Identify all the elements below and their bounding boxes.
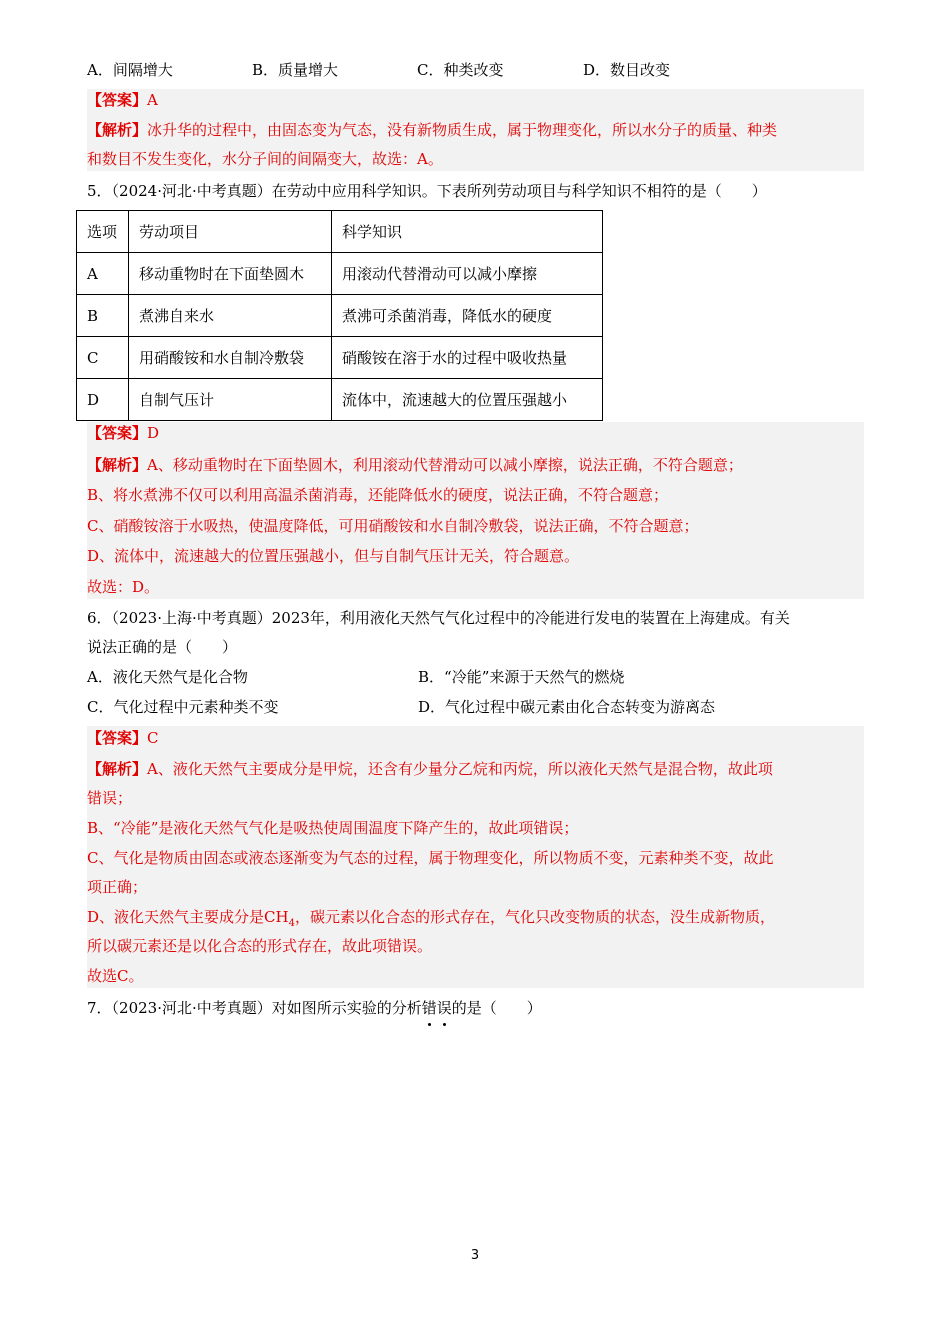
emphasis-dot-icon — [443, 1023, 446, 1026]
table-row — [77, 379, 603, 421]
table-cell: B — [77, 295, 129, 337]
page-number: 3 — [470, 1248, 480, 1263]
q6-analysis-line-5: 项正确； — [87, 878, 148, 896]
q4-answer — [87, 89, 158, 111]
answer-label: 【答案】 — [87, 424, 148, 442]
q5-analysis-line-5: 故选：D。 — [87, 578, 160, 596]
analysis-label: 【解析】 — [87, 760, 148, 778]
answer-label: 【答案】 — [87, 91, 148, 109]
q6-stem-line-2: 说法正确的是（ ） — [87, 638, 238, 656]
q5-analysis-line-4: D、流体中，流速越大的位置压强越小，但与自制气压计无关，符合题意。 — [87, 547, 580, 565]
table-cell: 用硝酸铵和水自制冷敷袋 — [129, 337, 332, 379]
q4-option-c: C．种类改变 — [417, 61, 504, 79]
q6-analysis-line-1 — [87, 758, 773, 780]
analysis-text: A、液化天然气主要成分是甲烷，还含有少量分乙烷和丙烷，所以液化天然气是混合物，故此项 — [147, 760, 773, 778]
q6-analysis-line-8: 故选C。 — [87, 967, 144, 985]
table-cell: 煮沸自来水 — [129, 295, 332, 337]
q5-table — [76, 210, 603, 421]
q4-analysis-line-2: 和数目不发生变化，水分子间的间隔变大，故选：A。 — [87, 150, 443, 168]
table-row — [77, 337, 603, 379]
table-cell: 煮沸可杀菌消毒，降低水的硬度 — [332, 295, 603, 337]
table-cell: 移动重物时在下面垫圆木 — [129, 253, 332, 295]
q5-answer-box — [87, 422, 864, 599]
table-header-row — [77, 211, 603, 253]
table-cell: 流体中，流速越大的位置压强越小 — [332, 379, 603, 421]
table-cell: 用滚动代替滑动可以减小摩擦 — [332, 253, 603, 295]
table-cell: D — [77, 379, 129, 421]
subscript: 4 — [288, 918, 295, 929]
analysis-text: ，碳元素以化合态的形式存在，气化只改变物质的状态，没生成新物质， — [294, 908, 775, 926]
answer-value: C — [147, 729, 159, 747]
q6-option-b: B．“冷能”来源于天然气的燃烧 — [418, 668, 625, 686]
emphasis-dot-icon — [428, 1023, 431, 1026]
q5-stem: 5．（2024·河北·中考真题）在劳动中应用科学知识。下表所列劳动项目与科学知识不相符的是（ ） — [87, 182, 767, 200]
table-cell: C — [77, 337, 129, 379]
q6-option-c: C．气化过程中元素种类不变 — [87, 698, 279, 716]
analysis-text: D、液化天然气主要成分是CH — [87, 908, 289, 926]
emphasis-text — [422, 999, 452, 1017]
analysis-label: 【解析】 — [87, 121, 148, 139]
answer-label: 【答案】 — [87, 729, 148, 747]
analysis-text: A、移动重物时在下面垫圆木，利用滚动代替滑动可以减小摩擦，说法正确，不符合题意； — [147, 456, 743, 474]
answer-value: A — [147, 91, 158, 109]
analysis-label: 【解析】 — [87, 456, 148, 474]
stem-text: 的是（ ） — [451, 999, 542, 1017]
q5-answer — [87, 422, 159, 444]
q6-analysis-line-3: B、“冷能”是液化天然气气化是吸热使周围温度下降产生的，故此项错误； — [87, 819, 579, 837]
table-row — [77, 253, 603, 295]
q7-stem — [87, 997, 542, 1019]
q6-analysis-line-6 — [87, 906, 775, 935]
table-cell: A — [77, 253, 129, 295]
q4-option-a: A．间隔增大 — [87, 61, 173, 79]
emphasis-word: 错误 — [421, 999, 452, 1017]
table-header-cell: 劳动项目 — [129, 211, 332, 253]
q4-option-d: D．数目改变 — [583, 61, 671, 79]
q6-option-a: A．液化天然气是化合物 — [87, 668, 248, 686]
q4-analysis-line-1 — [87, 119, 777, 141]
q6-analysis-line-2: 错误； — [87, 789, 133, 807]
q5-analysis-line-2: B、将水煮沸不仅可以利用高温杀菌消毒，还能降低水的硬度，说法正确，不符合题意； — [87, 486, 669, 504]
q6-option-d: D．气化过程中碳元素由化合态转变为游离态 — [418, 698, 716, 716]
q5-analysis-line-1 — [87, 454, 743, 476]
q6-analysis-line-7: 所以碳元素还是以化合态的形式存在，故此项错误。 — [87, 937, 433, 955]
analysis-text: 冰升华的过程中，由固态变为气态，没有新物质生成，属于物理变化，所以水分子的质量、种类 — [147, 121, 778, 139]
stem-text: 7．（2023·河北·中考真题）对如图所示实验的分析 — [87, 999, 422, 1017]
table-cell: 自制气压计 — [129, 379, 332, 421]
table-header-cell: 选项 — [77, 211, 129, 253]
q5-analysis-line-3: C、硝酸铵溶于水吸热，使温度降低，可用硝酸铵和水自制冷敷袋，说法正确，不符合题意； — [87, 517, 699, 535]
answer-value: D — [147, 424, 160, 442]
q6-answer — [87, 727, 159, 749]
table-header-cell: 科学知识 — [332, 211, 603, 253]
q4-option-b: B．质量增大 — [252, 61, 339, 79]
table-row — [77, 295, 603, 337]
table-cell: 硝酸铵在溶于水的过程中吸收热量 — [332, 337, 603, 379]
q6-analysis-line-4: C、气化是物质由固态或液态逐渐变为气态的过程，属于物理变化，所以物质不变，元素种类不变，故此 — [87, 849, 774, 867]
q6-stem-line-1: 6．（2023·上海·中考真题）2023年，利用液化天然气气化过程中的冷能进行发电的装置在上海建成。有关 — [87, 609, 790, 627]
